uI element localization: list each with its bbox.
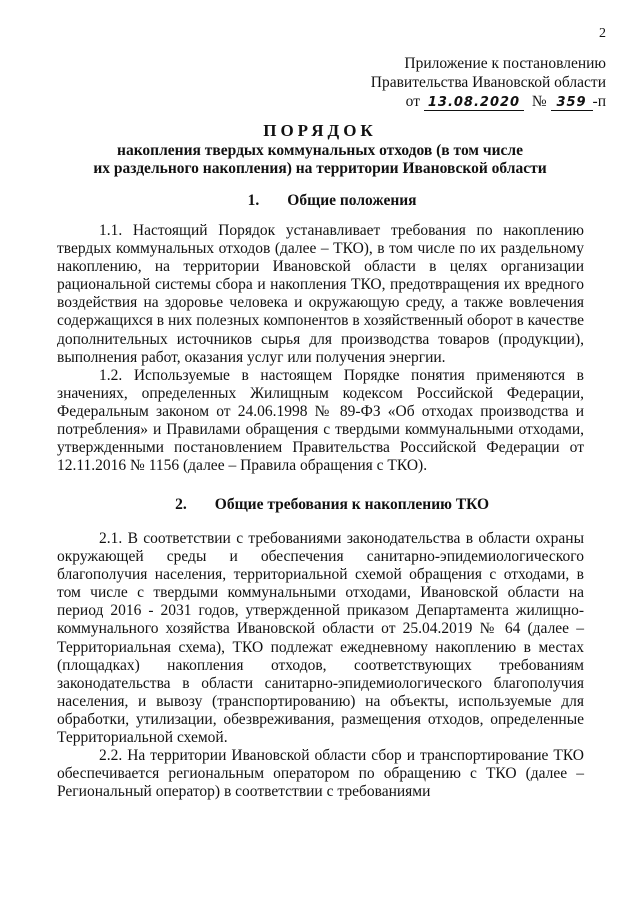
section-1-heading — [0, 192, 640, 210]
section-1-title: Общие положения — [287, 192, 417, 209]
section-1-body — [57, 222, 584, 475]
handwritten-number: 359 — [551, 96, 593, 111]
section-1-number: 1. — [247, 192, 260, 209]
appendix-line-2: Правительства Ивановской области — [370, 74, 606, 91]
title-main: ПОРЯДОК — [263, 121, 377, 140]
title-line-2: накопления твердых коммунальных отходов (в том числе — [117, 142, 523, 159]
appendix-line-1: Приложение к постановлению — [404, 55, 606, 72]
section-2-body — [57, 530, 584, 801]
appendix-block — [371, 54, 606, 111]
section-2-number: 2. — [175, 496, 187, 513]
paragraph-1-2: 1.2. Используемые в настоящем Порядке понятия применяются в значениях, определенных Жилищным кодексом Российской Федерации, Федеральным законом от 24.06.1998 № 89-ФЗ «Об отходах производства и потребления» и Правилами обращения с твердыми коммунальными отходами, утвержденными постановлением Правительства Российской Федерации от 12.11.2016 № 1156 (далее – Правила обращения с ТКО). — [57, 366, 584, 475]
number-label: № — [531, 93, 547, 110]
handwritten-date: 13.08.2020 — [424, 96, 524, 111]
paragraph-2-2: 2.2. На территории Ивановской области сбор и транспортирование ТКО обеспечивается региональным оператором по обращению с ТКО (далее – Региональный оператор) в соответствии с требованиями — [57, 747, 584, 801]
number-suffix: -п — [592, 93, 606, 110]
appendix-line-3 — [371, 92, 606, 111]
paragraph-2-1: 2.1. В соответствии с требованиями законодательства в области охраны окружающей среды и обеспечения санитарно-эпидемиологического благополучия населения, территориальной схемой обращения с отходами, в том числе с твердыми коммунальными отходами, Ивановской области на период 2016 - 2031 годов, утвержденной приказом Департамента жилищно-коммунального хозяйства Ивановской области от 25.04.2019 № 64 (далее – Территориальная схема), ТКО подлежат ежедневному накоплению в местах (площадках) накопления отходов, соответствующих требованиям законодательства в области санитарно-эпидемиологического благополучия населения, и вывозу (транспортированию) на объекты, используемые для обработки, утилизации, обезвреживания, размещения отходов, определенные Территориальной схемой. — [57, 530, 584, 747]
title-line-3: их раздельного накопления) на территории Ивановской области — [93, 160, 547, 177]
from-label: от — [405, 93, 420, 110]
page-number: 2 — [599, 26, 606, 41]
paragraph-1-1: 1.1. Настоящий Порядок устанавливает требования по накоплению твердых коммунальных отходов (далее – ТКО), в том числе по их раздельному накоплению, на территории Ивановской области в целях организации рациональной системы сбора и накопления ТКО, предотвращения их вредного воздействия на здоровье человека и окружающую среду, а также вовлечения содержащихся в них полезных компонентов в хозяйственный оборот в качестве дополнительных источников сырья для производства товаров (продукции), выполнения работ, оказания услуг или получения энергии. — [57, 222, 584, 366]
section-2-title: Общие требования к накоплению ТКО — [214, 496, 490, 513]
document-title — [0, 120, 640, 178]
section-2-heading — [0, 496, 640, 514]
